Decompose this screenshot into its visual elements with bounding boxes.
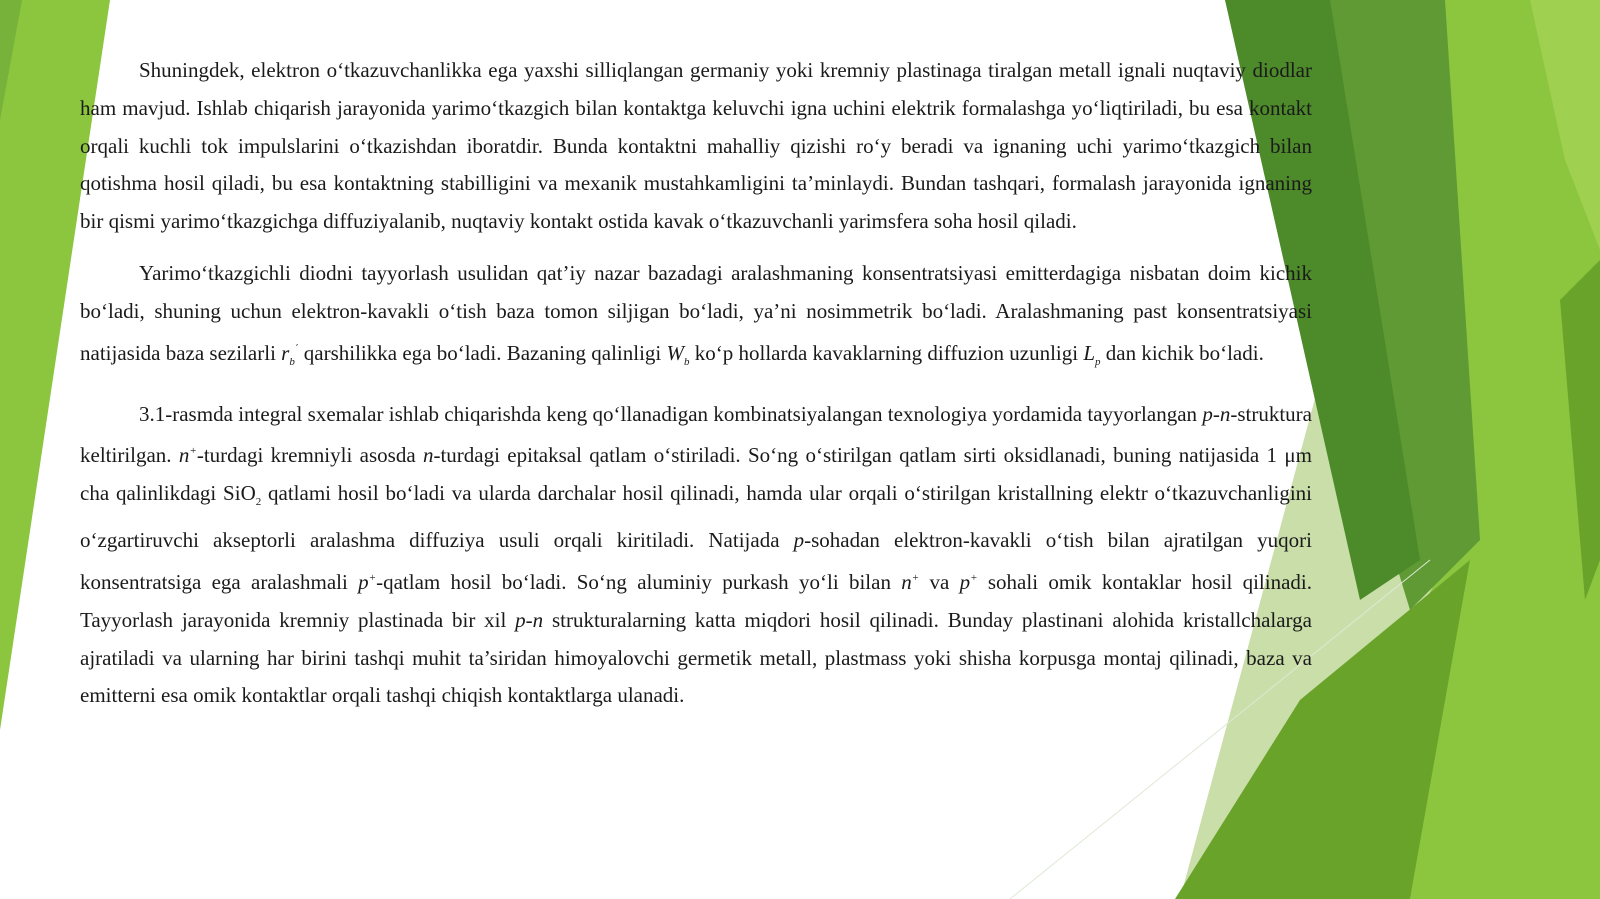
p3-text-5: qatlami hosil bo‘ladi va ularda darchalar hosil qilinadi, hamda ular orqali o‘stirilgan kristallning elektr o‘tkazuvchanligini o‘zgartiruvchi akseptorli aralashma diffuziya usuli orqali kiritiladi. Natijada [80,481,1312,553]
wb-subscript: b [684,355,690,368]
p3-text-6: -sohadan elektron-kavakli o‘tish bilan ajratilgan yuqori konsentratsiga ega aralashmali [80,528,1312,594]
p-plus2-sup: + [970,571,978,584]
paragraph-1 [80,52,1312,241]
n-plus2-main: n [901,569,912,594]
lp-main: L [1083,340,1096,365]
pn-term-2: p-n [515,607,544,632]
n-plus-main: n [178,443,190,468]
p2-text-2: qarshilikka ega bo‘ladi. Bazaning qalinligi [298,340,667,365]
p3-text-2: -struktura keltirilgan. [80,401,1312,468]
paragraph-2 [80,255,1312,382]
lp-subscript: p [1095,355,1101,368]
n-plus-symbol-2 [901,570,919,594]
n-plus-symbol [179,443,197,467]
p-plus-symbol-2 [960,570,978,594]
p3-text-3: -turdagi kremniyli asosda [196,443,423,468]
p3-text-1: 3.1-rasmda integral sxemalar ishlab chiqarishda keng qo‘llanadigan kombinatsiyalangan texnologiya yordamida tayyorlangan [139,401,1203,426]
paragraph-3 [80,396,1312,716]
text-body [80,52,1312,729]
wb-symbol [666,340,690,368]
sio2-subscript: 2 [255,496,262,509]
p-plus-sup: + [368,571,377,584]
n-plus-sup: + [189,445,197,458]
n-symbol: n [422,443,434,468]
rb-prime: ΄ [294,342,299,355]
n-plus2-sup: + [911,571,920,584]
p3-text-10: strukturalarning katta miqdori hosil qilinadi. Bunday plastinani alohida kristallchalarga ajratiladi va ularning har birini tashqi muhit ta’siridan himoyalovchi germetik metall, plastmass yoki shisha korpusga montaj qilinadi, baza va emitterni esa omik kontaktlar orqali tashqi chiqish kontaktlarga ulanadi. [80,607,1312,708]
p2-text-3: ko‘p hollarda kavaklarning diffuzion uzunligi [689,340,1084,365]
paragraph-1-text: Shuningdek, elektron o‘tkazuvchanlikka ega yaxshi silliqlangan germaniy yoki kremniy plastinaga tiralgan metall ignali nuqtaviy diodlar ham mavjud. Ishlab chiqarish jarayonida yarimo‘tkazgich bilan kontaktga keluvchi igna uchini elektrik formalashga yo‘liqtiriladi, bu esa kontakt orqali kuchli tok impulslarini o‘tkazishdan iboratdir. Bunda kontaktni mahalliy qizishi ro‘y beradi va ignaning uchi yarimo‘tkazgich bilan qotishma hosil qiladi, bu esa kontaktning stabilligini va mexanik mustahkamligini ta’minlaydi. Bundan tashqari, formalash jarayonida ignaning bir qismi yarimo‘tkazgichga diffuziyalanib, nuqtaviy kontakt ostida kavak o‘tkazuvchanli yarimsfera soha hosil qiladi. [80,58,1312,234]
wb-main: W [666,340,684,365]
p3-text-8: va [919,569,960,594]
p2-text-4: dan kichik bo‘ladi. [1100,340,1264,365]
p-plus2-main: p [959,569,971,594]
p3-text-9: sohali omik kontaklar hosil qilinadi. Tayyorlash jarayonida kremniy plastinada bir xil [80,569,1313,632]
rb-main: r [281,340,290,365]
p2-text-1: Yarimo‘tkazgichli diodni tayyorlash usulidan qat’iy nazar bazadagi aralashmaning konsentratsiyasi emitterdagiga nisbatan doim kichik bo‘ladi, shuning uchun elektron-kavakli o‘tish baza tomon siljigan bo‘ladi, ya’ni nosimmetrik bo‘ladi. Aralashmaning past konsentratsiyasi natijasida baza sezilarli [80,260,1312,365]
p-plus-main: p [358,569,369,594]
lp-symbol [1083,340,1101,368]
p3-text-7: -qatlam hosil bo‘ladi. So‘ng aluminiy purkash yo‘li bilan [376,569,902,594]
rb-symbol [281,340,299,368]
p-symbol: p [793,528,805,553]
rb-subscript: b [289,355,295,368]
pn-term-1: p-n [1202,401,1231,426]
p-plus-symbol [358,570,376,594]
p3-text-4: -turdagi epitaksal qatlam o‘stiriladi. So‘ng o‘stirilgan qatlam sirti oksidlanadi, buning natijasida 1 μm cha qalinlikdagi SiO [80,443,1312,506]
